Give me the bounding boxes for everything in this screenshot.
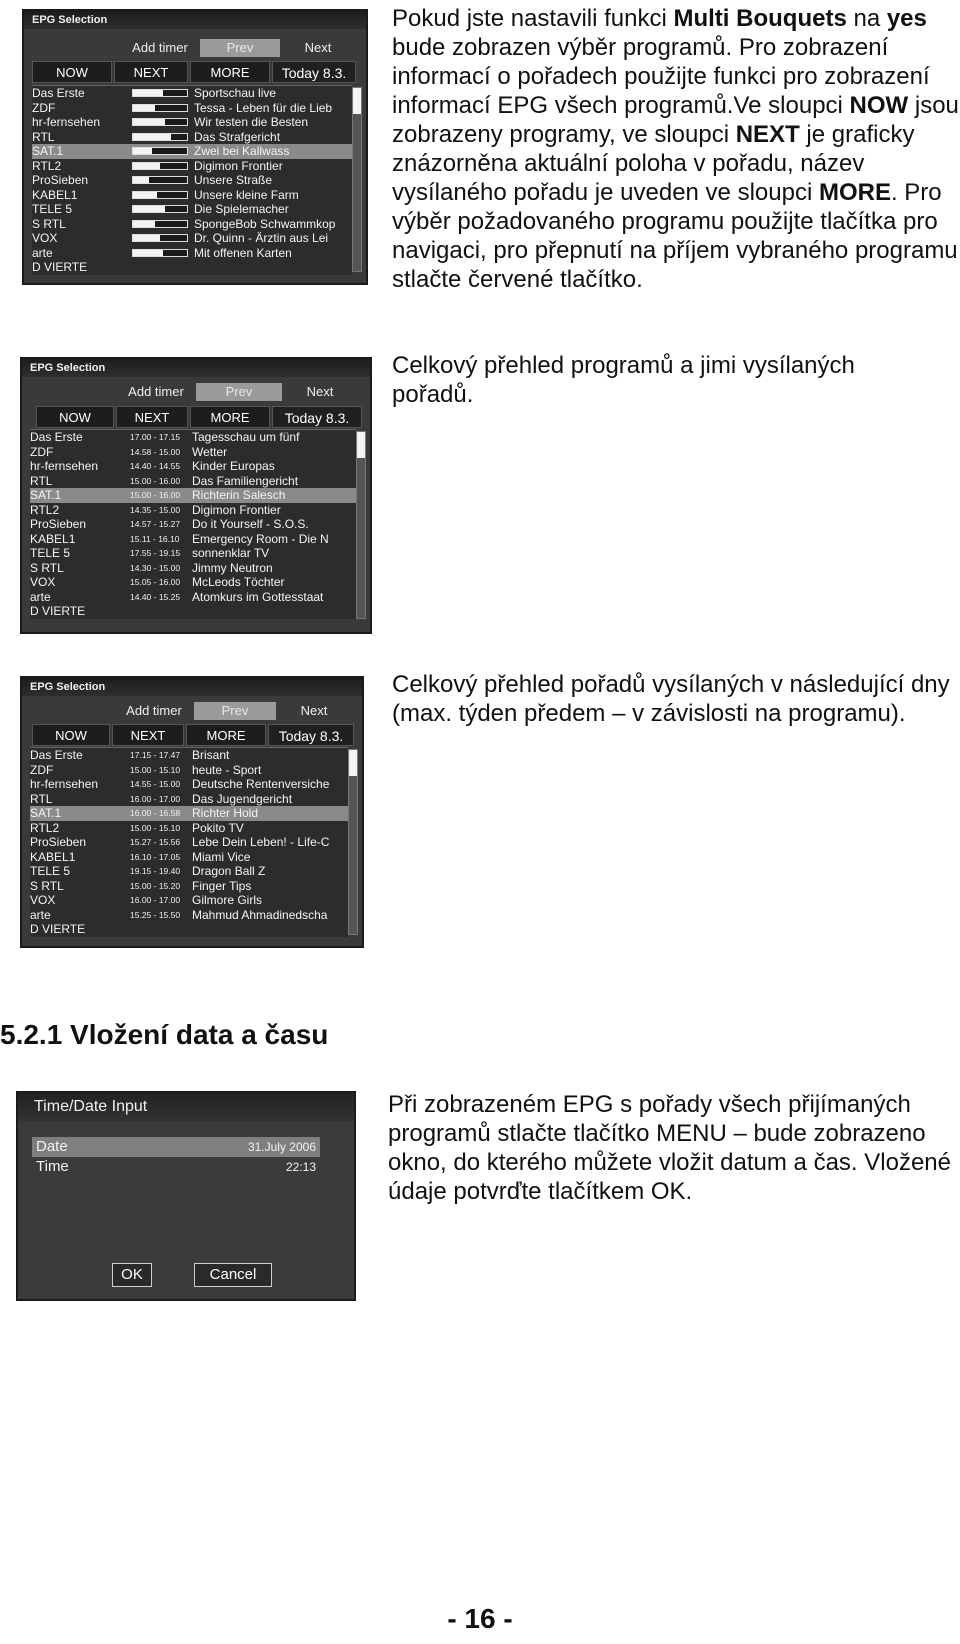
channel-name: VOX bbox=[30, 893, 56, 907]
program-title: Atomkurs im Gottesstaat bbox=[192, 589, 324, 604]
program-title: Emergency Room - Die N bbox=[192, 531, 329, 546]
channel-row[interactable] bbox=[30, 503, 356, 518]
add-timer-button[interactable]: Add timer bbox=[126, 703, 182, 718]
program-time: 15.00 - 16.00 bbox=[130, 475, 181, 486]
ok-button[interactable]: OK bbox=[112, 1263, 152, 1287]
epg-grid bbox=[30, 747, 348, 937]
channel-row[interactable] bbox=[32, 231, 352, 246]
program-title: Tessa - Leben für die Lieb bbox=[194, 100, 333, 115]
progress-bar bbox=[132, 147, 188, 155]
program-title: Richter Hold bbox=[192, 806, 259, 820]
channel-name: RTL2 bbox=[32, 158, 62, 173]
progress-bar bbox=[132, 133, 188, 141]
channel-name: hr-fernsehen bbox=[32, 115, 101, 129]
epg-scrollbar[interactable] bbox=[348, 749, 358, 935]
epg-scrollbar[interactable] bbox=[356, 431, 366, 619]
program-title: Kinder Europas bbox=[192, 459, 275, 473]
program-time: 14.30 - 15.00 bbox=[130, 562, 181, 573]
program-title: Jimmy Neutron bbox=[192, 560, 273, 575]
progress-bar bbox=[132, 104, 188, 112]
program-title: SpongeBob Schwammkop bbox=[194, 216, 336, 231]
channel-row[interactable] bbox=[32, 188, 352, 203]
program-time: 15.05 - 16.00 bbox=[130, 577, 181, 587]
program-time: 14.58 - 15.00 bbox=[130, 446, 181, 457]
add-timer-button[interactable]: Add timer bbox=[128, 384, 184, 399]
program-title: Dragon Ball Z bbox=[192, 864, 266, 878]
channel-row[interactable] bbox=[30, 517, 356, 532]
channel-row[interactable] bbox=[30, 561, 356, 576]
time-date-dialog bbox=[16, 1091, 356, 1301]
program-title: Gilmore Girls bbox=[192, 893, 263, 907]
channel-name: VOX bbox=[32, 231, 58, 245]
channel-row[interactable] bbox=[30, 488, 356, 503]
date-label: Date bbox=[36, 1138, 68, 1155]
channel-row[interactable] bbox=[32, 159, 352, 174]
program-time: 16.10 - 17.05 bbox=[130, 851, 181, 862]
program-time: 17.15 - 17.47 bbox=[130, 750, 181, 760]
next-column-button[interactable]: NEXT bbox=[116, 406, 188, 428]
channel-row[interactable] bbox=[30, 893, 348, 908]
channel-row[interactable] bbox=[30, 445, 356, 460]
channel-row[interactable] bbox=[32, 173, 352, 188]
progress-bar bbox=[132, 234, 188, 242]
program-time: 15.00 - 16.00 bbox=[130, 490, 181, 500]
progress-bar bbox=[132, 89, 188, 97]
program-time: 14.55 - 15.00 bbox=[130, 779, 181, 789]
channel-name: ZDF bbox=[30, 762, 54, 777]
channel-name: ProSieben bbox=[30, 517, 87, 531]
channel-name: hr-fernsehen bbox=[30, 459, 99, 473]
channel-name: D VIERTE bbox=[30, 922, 86, 936]
channel-row[interactable] bbox=[32, 144, 352, 159]
channel-row[interactable] bbox=[32, 86, 352, 101]
epg-screenshot-overview bbox=[20, 357, 372, 634]
page-number: - 16 - bbox=[447, 1603, 513, 1634]
channel-row[interactable] bbox=[30, 748, 348, 763]
progress-bar bbox=[132, 176, 188, 184]
channel-row[interactable] bbox=[30, 763, 348, 778]
program-title: Tagesschau um fünf bbox=[192, 430, 300, 444]
channel-name: ZDF bbox=[30, 444, 54, 459]
progress-fill bbox=[133, 119, 165, 125]
channel-row[interactable] bbox=[32, 217, 352, 232]
program-time: 15.25 - 15.50 bbox=[130, 909, 181, 920]
time-value: 22:13 bbox=[285, 1160, 316, 1174]
channel-row[interactable] bbox=[30, 532, 356, 547]
program-time: 15.00 - 15.20 bbox=[130, 880, 181, 891]
time-label: Time bbox=[36, 1158, 69, 1175]
date-value: 31.July 2006 bbox=[247, 1140, 316, 1154]
progress-fill bbox=[133, 163, 160, 169]
progress-fill bbox=[133, 90, 163, 96]
channel-row[interactable] bbox=[30, 474, 356, 489]
program-title: Zwei bei Kallwass bbox=[194, 144, 290, 158]
program-title: Sportschau live bbox=[194, 86, 277, 100]
channel-name: Das Erste bbox=[32, 86, 85, 100]
channel-name: RTL bbox=[30, 473, 53, 488]
channel-name: TELE 5 bbox=[30, 546, 71, 560]
channel-name: RTL2 bbox=[30, 820, 60, 835]
program-title: Richterin Salesch bbox=[192, 488, 286, 502]
program-title: Pokito TV bbox=[192, 820, 244, 835]
program-title: McLeods Töchter bbox=[192, 575, 285, 589]
channel-name: D VIERTE bbox=[32, 260, 88, 274]
program-title: Unsere Straße bbox=[194, 173, 273, 187]
prev-button[interactable]: Prev bbox=[200, 39, 280, 57]
channel-row[interactable] bbox=[30, 806, 348, 821]
channel-name: SAT.1 bbox=[30, 488, 62, 502]
progress-fill bbox=[133, 105, 155, 111]
time-field[interactable] bbox=[32, 1157, 320, 1177]
progress-bar bbox=[132, 220, 188, 228]
channel-row[interactable] bbox=[32, 101, 352, 116]
channel-row[interactable] bbox=[30, 864, 348, 879]
channel-name: S RTL bbox=[32, 216, 66, 231]
channel-row[interactable] bbox=[32, 246, 352, 261]
program-title: Digimon Frontier bbox=[194, 158, 283, 173]
epg-screenshot-now bbox=[22, 9, 368, 285]
program-time: 17.55 - 19.15 bbox=[130, 548, 181, 558]
channel-name: ProSieben bbox=[30, 835, 87, 849]
next-button[interactable]: Next bbox=[304, 40, 332, 55]
channel-name: arte bbox=[30, 907, 51, 922]
program-title: Das Familiengericht bbox=[192, 473, 299, 488]
program-title: Dr. Quinn - Ärztin aus Lei bbox=[194, 231, 329, 245]
channel-name: SAT.1 bbox=[32, 144, 64, 158]
progress-bar bbox=[132, 162, 188, 170]
channel-row[interactable] bbox=[30, 459, 356, 474]
next-button[interactable]: Next bbox=[306, 384, 334, 399]
program-title: Lebe Dein Leben! - Life-C bbox=[192, 835, 330, 849]
channel-name: hr-fernsehen bbox=[30, 777, 99, 791]
prev-button[interactable]: Prev bbox=[194, 702, 276, 720]
program-title: Das Jugendgericht bbox=[192, 791, 293, 806]
program-title: Do it Yourself - S.O.S. bbox=[192, 517, 309, 531]
program-title: Das Strafgericht bbox=[194, 129, 281, 144]
program-title: Brisant bbox=[192, 748, 230, 762]
program-time: 15.11 - 16.10 bbox=[130, 533, 180, 544]
program-time: 15.27 - 15.56 bbox=[130, 837, 181, 847]
channel-name: D VIERTE bbox=[30, 604, 86, 618]
date-display: Today 8.3. bbox=[272, 406, 362, 428]
channel-name: SAT.1 bbox=[30, 806, 62, 820]
progress-fill bbox=[133, 177, 149, 183]
channel-row[interactable] bbox=[30, 835, 348, 850]
channel-name: KABEL1 bbox=[30, 531, 76, 546]
program-title: sonnenklar TV bbox=[192, 546, 270, 560]
overview-paragraph: Celkový přehled programů a jimi vysílaných pořadů. bbox=[392, 352, 855, 408]
channel-row[interactable] bbox=[30, 850, 348, 865]
program-title: Wir testen die Besten bbox=[194, 115, 309, 129]
now-column-button[interactable]: NOW bbox=[36, 406, 114, 428]
program-time: 16.00 - 17.00 bbox=[130, 793, 181, 804]
channel-row[interactable] bbox=[30, 922, 348, 937]
program-time: 19.15 - 19.40 bbox=[130, 866, 181, 876]
channel-name: VOX bbox=[30, 575, 56, 589]
program-title: Finger Tips bbox=[192, 878, 252, 893]
next-button[interactable]: Next bbox=[300, 703, 328, 718]
epg-title: EPG Selection bbox=[30, 362, 106, 374]
channel-row[interactable] bbox=[30, 590, 356, 605]
program-time: 17.00 - 17.15 bbox=[130, 432, 181, 442]
channel-row[interactable] bbox=[30, 430, 356, 445]
more-column-button[interactable]: MORE bbox=[190, 406, 270, 428]
progress-fill bbox=[133, 250, 163, 256]
progress-fill bbox=[133, 134, 171, 140]
epg-title: EPG Selection bbox=[32, 14, 108, 26]
epg-screenshot-next-days bbox=[20, 676, 364, 948]
now-column-button[interactable]: NOW bbox=[32, 724, 110, 746]
channel-name: ZDF bbox=[32, 100, 56, 115]
channel-name: arte bbox=[32, 245, 53, 260]
progress-bar bbox=[132, 205, 188, 213]
program-title: Mahmud Ahmadinedscha bbox=[192, 907, 328, 922]
channel-name: TELE 5 bbox=[30, 864, 71, 878]
progress-bar bbox=[132, 249, 188, 257]
cancel-button[interactable]: Cancel bbox=[194, 1263, 272, 1287]
epg-grid bbox=[30, 429, 356, 619]
more-column-button[interactable]: MORE bbox=[186, 724, 266, 746]
progress-fill bbox=[133, 221, 155, 227]
epg-grid bbox=[32, 85, 352, 275]
program-time: 14.40 - 14.55 bbox=[130, 461, 181, 471]
channel-row[interactable] bbox=[32, 130, 352, 145]
program-title: Miami Vice bbox=[192, 849, 251, 864]
progress-fill bbox=[133, 206, 165, 212]
now-column-button[interactable]: NOW bbox=[32, 61, 112, 83]
channel-name: S RTL bbox=[30, 878, 64, 893]
channel-name: S RTL bbox=[30, 560, 64, 575]
program-time: 14.57 - 15.27 bbox=[130, 519, 181, 529]
program-time: 15.00 - 15.10 bbox=[130, 822, 181, 833]
program-title: Mit offenen Karten bbox=[194, 245, 292, 260]
dialog-title: Time/Date Input bbox=[18, 1093, 354, 1121]
scroll-thumb[interactable] bbox=[357, 432, 365, 458]
next-column-button[interactable]: NEXT bbox=[114, 61, 188, 83]
progress-bar bbox=[132, 118, 188, 126]
program-time: 15.00 - 15.10 bbox=[130, 764, 181, 775]
channel-row[interactable] bbox=[32, 260, 352, 275]
date-field[interactable] bbox=[32, 1137, 320, 1157]
channel-row[interactable] bbox=[30, 604, 356, 619]
program-time: 14.40 - 15.25 bbox=[130, 591, 181, 602]
scroll-thumb[interactable] bbox=[349, 750, 357, 776]
next-days-paragraph: Celkový přehled pořadů vysílaných v následující dny (max. týden předem – v závislosti na programu). bbox=[392, 671, 950, 727]
channel-name: Das Erste bbox=[30, 748, 83, 762]
more-column-button[interactable]: MORE bbox=[190, 61, 270, 83]
prev-button[interactable]: Prev bbox=[196, 383, 282, 401]
channel-row[interactable] bbox=[30, 792, 348, 807]
date-display: Today 8.3. bbox=[268, 724, 354, 746]
program-title: Deutsche Rentenversiche bbox=[192, 777, 330, 791]
program-title: Unsere kleine Farm bbox=[194, 187, 299, 202]
channel-name: Das Erste bbox=[30, 430, 83, 444]
scroll-thumb[interactable] bbox=[353, 88, 361, 114]
epg-title: EPG Selection bbox=[30, 681, 106, 693]
progress-fill bbox=[133, 235, 160, 241]
channel-row[interactable] bbox=[30, 879, 348, 894]
program-title: Wetter bbox=[192, 444, 228, 459]
channel-row[interactable] bbox=[30, 908, 348, 923]
channel-name: arte bbox=[30, 589, 51, 604]
date-display: Today 8.3. bbox=[272, 61, 356, 83]
program-title: Digimon Frontier bbox=[192, 502, 281, 517]
channel-row[interactable] bbox=[30, 575, 356, 590]
channel-name: TELE 5 bbox=[32, 202, 73, 216]
next-column-button[interactable]: NEXT bbox=[112, 724, 184, 746]
channel-row[interactable] bbox=[30, 821, 348, 836]
program-time: 14.35 - 15.00 bbox=[130, 504, 181, 515]
progress-fill bbox=[133, 192, 157, 198]
progress-bar bbox=[132, 191, 188, 199]
program-title: Die Spielemacher bbox=[194, 202, 289, 216]
channel-name: KABEL1 bbox=[32, 187, 78, 202]
channel-row[interactable] bbox=[30, 546, 356, 561]
program-time: 16.00 - 17.00 bbox=[130, 895, 181, 905]
program-title: heute - Sport bbox=[192, 762, 262, 777]
epg-scrollbar[interactable] bbox=[352, 87, 362, 272]
channel-name: RTL bbox=[30, 791, 53, 806]
channel-name: ProSieben bbox=[32, 173, 89, 187]
program-time: 16.00 - 16.58 bbox=[130, 808, 181, 818]
channel-row[interactable] bbox=[32, 115, 352, 130]
channel-name: RTL bbox=[32, 129, 55, 144]
progress-fill bbox=[133, 148, 152, 154]
channel-name: RTL2 bbox=[30, 502, 60, 517]
intro-paragraph: Pokud jste nastavili funkci Multi Bouquets na yes bude zobrazen výběr programů. Pro zobrazení informací o pořadech použijte funkci pro zobrazení informací EPG všech programů.Ve sloupci NOW jsou zobrazeny programy, ve sloupci NEXT je graficky znázorněna aktuální poloha v pořadu, název vysílaného pořadu je uveden ve sloupci MORE. Pro výběr požadovaného programu použijte tlačítka pro navigaci, pro přepnutí na příjem vybraného programu stlačte červené tlačítko. bbox=[392, 5, 959, 293]
channel-row[interactable] bbox=[30, 777, 348, 792]
channel-row[interactable] bbox=[32, 202, 352, 217]
section-heading: 5.2.1 Vložení data a času bbox=[0, 1019, 329, 1050]
channel-name: KABEL1 bbox=[30, 849, 76, 864]
timedate-paragraph: Při zobrazeném EPG s pořady všech přijímaných programů stlačte tlačítko MENU – bude zobrazeno okno, do kterého můžete vložit datum a čas. Vložené údaje potvrďte tlačítkem OK. bbox=[388, 1091, 951, 1205]
add-timer-button[interactable]: Add timer bbox=[132, 40, 188, 55]
